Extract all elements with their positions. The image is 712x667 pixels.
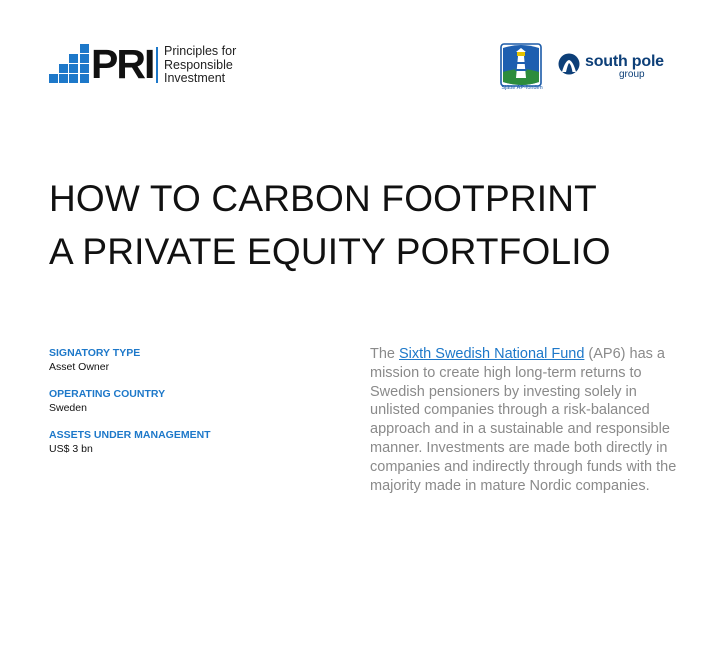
- signatory-info: [49, 347, 339, 470]
- title-line-1: HOW TO CARBON FOOTPRINT: [49, 178, 597, 219]
- aum-label: ASSETS UNDER MANAGEMENT: [49, 429, 211, 441]
- pri-logo-word: PRI: [91, 41, 154, 87]
- intro-pre: The: [370, 346, 400, 362]
- south-pole-icon: [558, 53, 580, 75]
- pri-tagline-line: Principles for: [164, 44, 237, 58]
- operating-country-label: OPERATING COUNTRY: [49, 388, 166, 400]
- south-pole-logo: [558, 53, 678, 83]
- operating-country-value: Sweden: [49, 402, 87, 414]
- aum-value: US$ 3 bn: [49, 443, 93, 455]
- pri-logo: [49, 41, 259, 88]
- pri-squares-icon: [49, 44, 89, 84]
- intro-post: (AP6) has a mission to create high long-term returns to Swedish pensioners by investing solely in unlisted companies through a risk-balanced approach and in a sustainable and responsible manner. Investments are made both directly in companies and indirectly through funds with the majority made in mature Nordic companies.: [370, 346, 677, 494]
- pri-tagline-line: Responsible: [164, 57, 233, 72]
- title-line-2: A PRIVATE EQUITY PORTFOLIO: [49, 231, 611, 272]
- pri-logo-tagline: [164, 45, 236, 86]
- south-pole-sub: group: [619, 69, 645, 80]
- signatory-type-label: SIGNATORY TYPE: [49, 347, 141, 359]
- signatory-type-value: Asset Owner: [49, 361, 110, 373]
- page-title: [49, 172, 611, 278]
- ap6-caption: Sjätte AP-fonden: [501, 85, 543, 91]
- pri-logo-divider: [156, 47, 158, 83]
- pri-tagline-line: Investment: [164, 71, 226, 85]
- intro-paragraph: [370, 345, 680, 495]
- ap6-fund-link[interactable]: Sixth Swedish National Fund: [399, 346, 585, 362]
- south-pole-name: south pole: [585, 53, 664, 70]
